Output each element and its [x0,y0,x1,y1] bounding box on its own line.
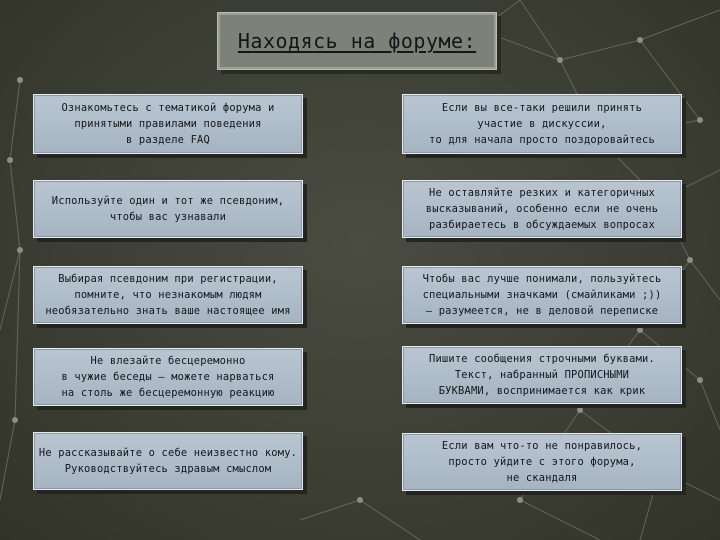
rule-text: Не влезайте бесцеремонно в чужие беседы – можете нарваться на столь же бесцеремонную реакцию [61,355,275,399]
rule-card-left-5 [33,432,303,490]
title-box [217,12,497,70]
rule-card-left-3 [33,266,303,324]
rule-card-left-4 [33,348,303,406]
rule-card-right-1 [402,94,682,154]
rule-card-left-2 [33,180,303,238]
rule-card-right-2 [402,180,682,238]
rule-text: Чтобы вас лучше понимали, пользуйтесь специальными значками (смайликами ;)) – разумеется, не в деловой переписке [422,273,662,317]
rule-text: Используйте один и тот же псевдоним, чтобы вас узнавали [51,195,285,223]
rule-text: Не оставляйте резких и категоричных высказываний, особенно если не очень разбираетесь в обсуждаемых вопросах [425,187,659,231]
rule-card-left-1 [33,94,303,154]
rule-text: Пишите сообщения строчными буквами. Текст, набранный ПРОПИСНЫМИ БУКВАМИ, воспринимается как крик [429,353,655,397]
slide-title: Находясь на форуме: [237,29,477,53]
rule-text: Ознакомьтесь с тематикой форума и принятыми правилами поведения в разделе FAQ [61,102,275,146]
rule-card-right-5 [402,433,682,491]
rule-text: Если вам что-то не понравилось, просто уйдите с этого форума, не скандаля [441,440,643,484]
rule-card-right-4 [402,346,682,404]
rule-text: Если вы все-таки решили принять участие в дискуссии, то для начала просто поздоровайтесь [429,102,655,146]
rule-text: Не рассказывайте о себе неизвестно кому. Руководствуйтесь здравым смыслом [38,447,298,475]
rule-card-right-3 [402,266,682,324]
rule-text: Выбирая псевдоним при регистрации, помните, что незнакомым людям необязательно знать ваше настоящее имя [45,273,291,317]
